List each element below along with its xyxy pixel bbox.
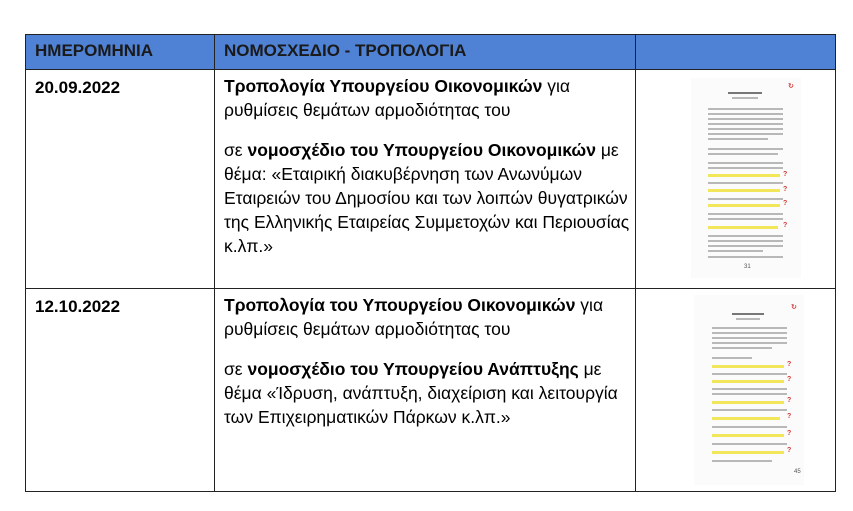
row-description: [215, 289, 636, 492]
amendments-table: [25, 34, 836, 492]
amendment-paragraph: Τροπολογία Υπουργείου Οικονομικών για ρυθμίσεις θεμάτων αρμοδιότητας του: [224, 76, 571, 120]
document-thumbnail[interactable]: ↻ ? ? ? ? 31: [636, 70, 835, 288]
bill-paragraph: σε νομοσχέδιο του Υπουργείου Οικονομικών με θέμα: «Εταιρική διακυβέρνηση των Ανωνύμων Εταιρειών του Δημοσίου και των λοιπών θυγατρικών της Ελληνικής Εταιρείας Συμμετοχών και Περιουσίας κ.λπ.»: [224, 140, 630, 256]
table-header-row: [26, 35, 836, 70]
header-thumbnail: [636, 35, 836, 70]
row-date: 12.10.2022: [26, 289, 215, 492]
table-row: [26, 289, 836, 492]
row-thumbnail-cell: [636, 289, 836, 492]
row-date: 20.09.2022: [26, 70, 215, 289]
header-bill-amendment: ΝΟΜΟΣΧΕΔΙΟ - ΤΡΟΠΟΛΟΓΙΑ: [215, 35, 636, 70]
document-thumbnail[interactable]: ↻ ? ? ? ? ? ? 45: [636, 289, 835, 491]
bill-paragraph: σε νομοσχέδιο του Υπουργείου Ανάπτυξης με θέμα «Ίδρυση, ανάπτυξη, διαχείριση και λειτουργία των Επιχειρηματικών Πάρκων κ.λπ.»: [224, 359, 618, 427]
row-thumbnail-cell: [636, 70, 836, 289]
header-date: ΗΜΕΡΟΜΗΝΙΑ: [26, 35, 215, 70]
amendment-paragraph: Τροπολογία του Υπουργείου Οικονομικών για ρυθμίσεις θεμάτων αρμοδιότητας του: [224, 295, 604, 339]
row-description: [215, 70, 636, 289]
table-row: [26, 70, 836, 289]
